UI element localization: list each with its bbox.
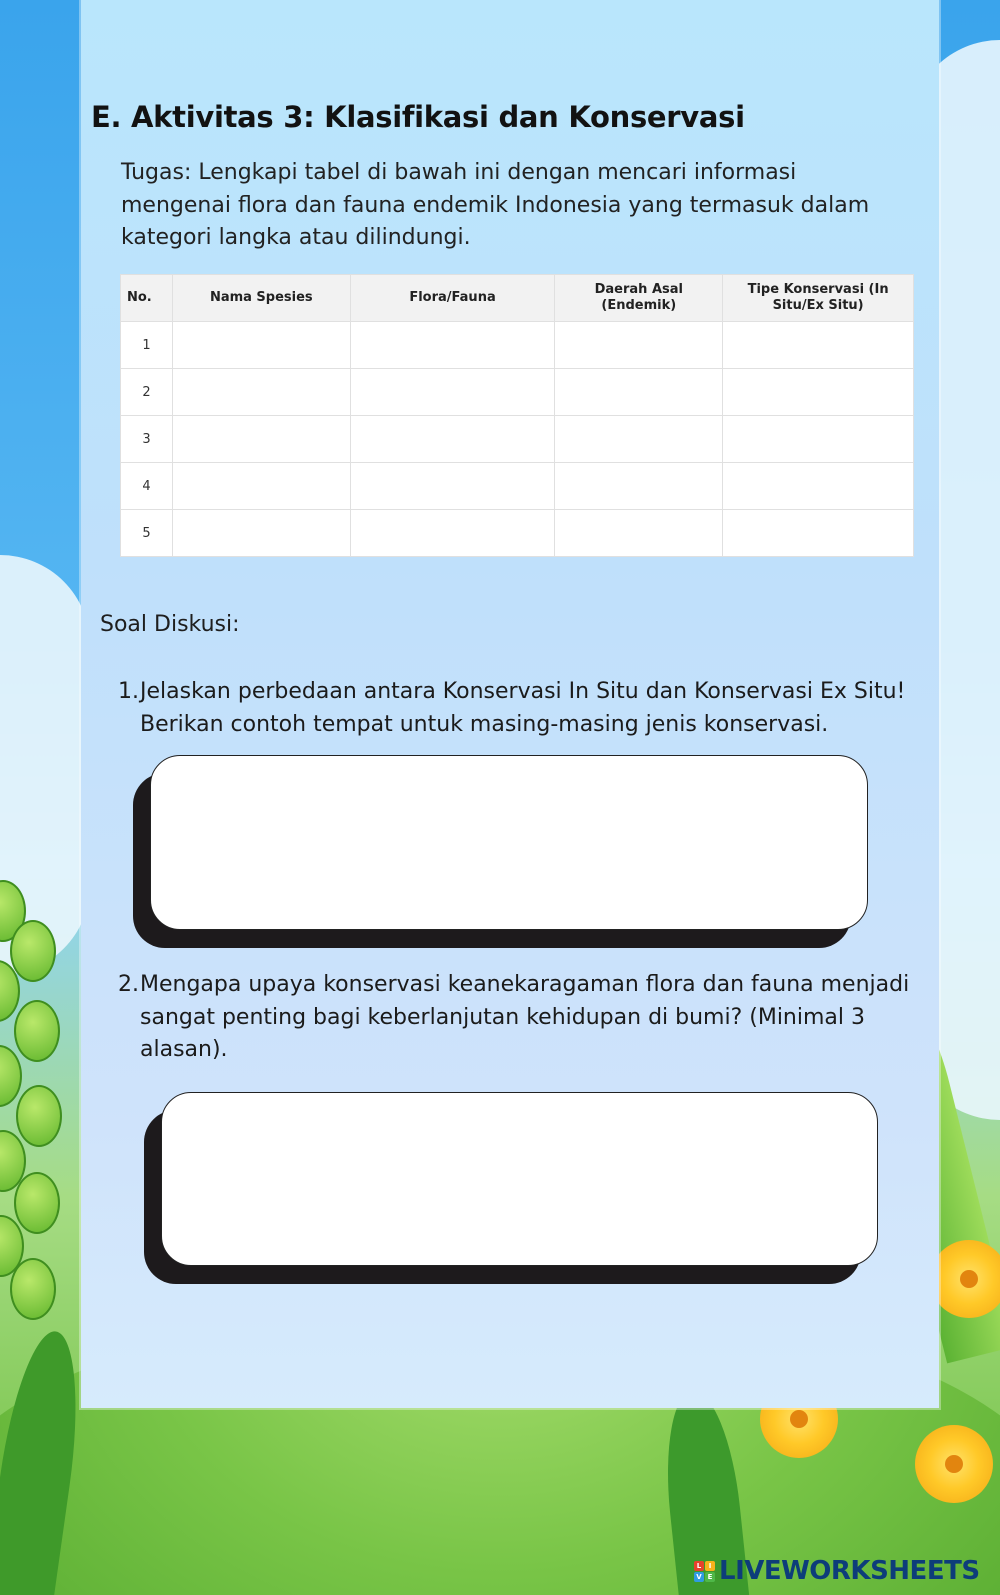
fern-decoration-left bbox=[0, 880, 90, 1340]
column-header-origin: Daerah Asal (Endemik) bbox=[555, 275, 723, 322]
table-row bbox=[121, 510, 914, 557]
species-name-cell[interactable] bbox=[172, 322, 350, 369]
origin-cell[interactable] bbox=[555, 463, 723, 510]
logo-text: LIVEWORKSHEETS bbox=[719, 1556, 980, 1586]
species-name-cell[interactable] bbox=[172, 369, 350, 416]
column-header-no: No. bbox=[121, 275, 173, 322]
flora-fauna-cell[interactable] bbox=[350, 463, 555, 510]
origin-cell[interactable] bbox=[555, 369, 723, 416]
table-row bbox=[121, 416, 914, 463]
question-text: Jelaskan perbedaan antara Konservasi In Situ dan Konservasi Ex Situ! Berikan contoh tempat untuk masing-masing jenis konservasi. bbox=[140, 679, 906, 737]
column-header-conservation-type: Tipe Konservasi (In Situ/Ex Situ) bbox=[723, 275, 914, 322]
row-number: 3 bbox=[121, 416, 173, 463]
conservation-type-cell[interactable] bbox=[723, 416, 914, 463]
table-header-row bbox=[121, 275, 914, 322]
logo-mark-letter: E bbox=[705, 1572, 715, 1582]
discussion-heading: Soal Diskusi: bbox=[100, 612, 240, 637]
liveworksheets-logo[interactable] bbox=[694, 1555, 980, 1587]
question-text: Mengapa upaya konservasi keanekaragaman flora dan fauna menjadi sangat penting bagi keberlanjutan kehidupan di bumi? (Minimal 3 alasan). bbox=[140, 972, 910, 1062]
species-name-cell[interactable] bbox=[172, 463, 350, 510]
row-number: 2 bbox=[121, 369, 173, 416]
answer-box-2-container bbox=[144, 1092, 878, 1284]
table-row bbox=[121, 463, 914, 510]
conservation-type-cell[interactable] bbox=[723, 322, 914, 369]
task-instructions: Tugas: Lengkapi tabel di bawah ini dengan mencari informasi mengenai flora dan fauna endemik Indonesia yang termasuk dalam kategori langka atau dilindungi. bbox=[121, 160, 870, 250]
flora-fauna-cell[interactable] bbox=[350, 322, 555, 369]
question-1 bbox=[118, 676, 918, 741]
row-number: 4 bbox=[121, 463, 173, 510]
flower-decoration bbox=[915, 1425, 993, 1503]
question-2 bbox=[118, 969, 918, 1067]
question-number: 1. bbox=[118, 679, 139, 704]
origin-cell[interactable] bbox=[555, 510, 723, 557]
column-header-species-name: Nama Spesies bbox=[172, 275, 350, 322]
row-number: 5 bbox=[121, 510, 173, 557]
table-row bbox=[121, 369, 914, 416]
row-number: 1 bbox=[121, 322, 173, 369]
conservation-type-cell[interactable] bbox=[723, 369, 914, 416]
answer-box-1-container bbox=[133, 755, 868, 948]
flora-fauna-cell[interactable] bbox=[350, 416, 555, 463]
section-title: E. Aktivitas 3: Klasifikasi dan Konservasi bbox=[91, 100, 745, 134]
conservation-type-cell[interactable] bbox=[723, 510, 914, 557]
species-table bbox=[120, 274, 914, 557]
liveworksheets-mark-icon bbox=[694, 1561, 715, 1582]
species-name-cell[interactable] bbox=[172, 416, 350, 463]
question-number: 2. bbox=[118, 972, 139, 997]
flora-fauna-cell[interactable] bbox=[350, 510, 555, 557]
column-header-flora-fauna: Flora/Fauna bbox=[350, 275, 555, 322]
conservation-type-cell[interactable] bbox=[723, 463, 914, 510]
logo-mark-letter: I bbox=[705, 1561, 715, 1571]
table-row bbox=[121, 322, 914, 369]
logo-mark-letter: V bbox=[694, 1572, 704, 1582]
answer-input-1[interactable] bbox=[150, 755, 868, 930]
origin-cell[interactable] bbox=[555, 322, 723, 369]
logo-mark-letter: L bbox=[694, 1561, 704, 1571]
flower-decoration bbox=[930, 1240, 1000, 1318]
flora-fauna-cell[interactable] bbox=[350, 369, 555, 416]
origin-cell[interactable] bbox=[555, 416, 723, 463]
answer-input-2[interactable] bbox=[161, 1092, 878, 1266]
species-name-cell[interactable] bbox=[172, 510, 350, 557]
